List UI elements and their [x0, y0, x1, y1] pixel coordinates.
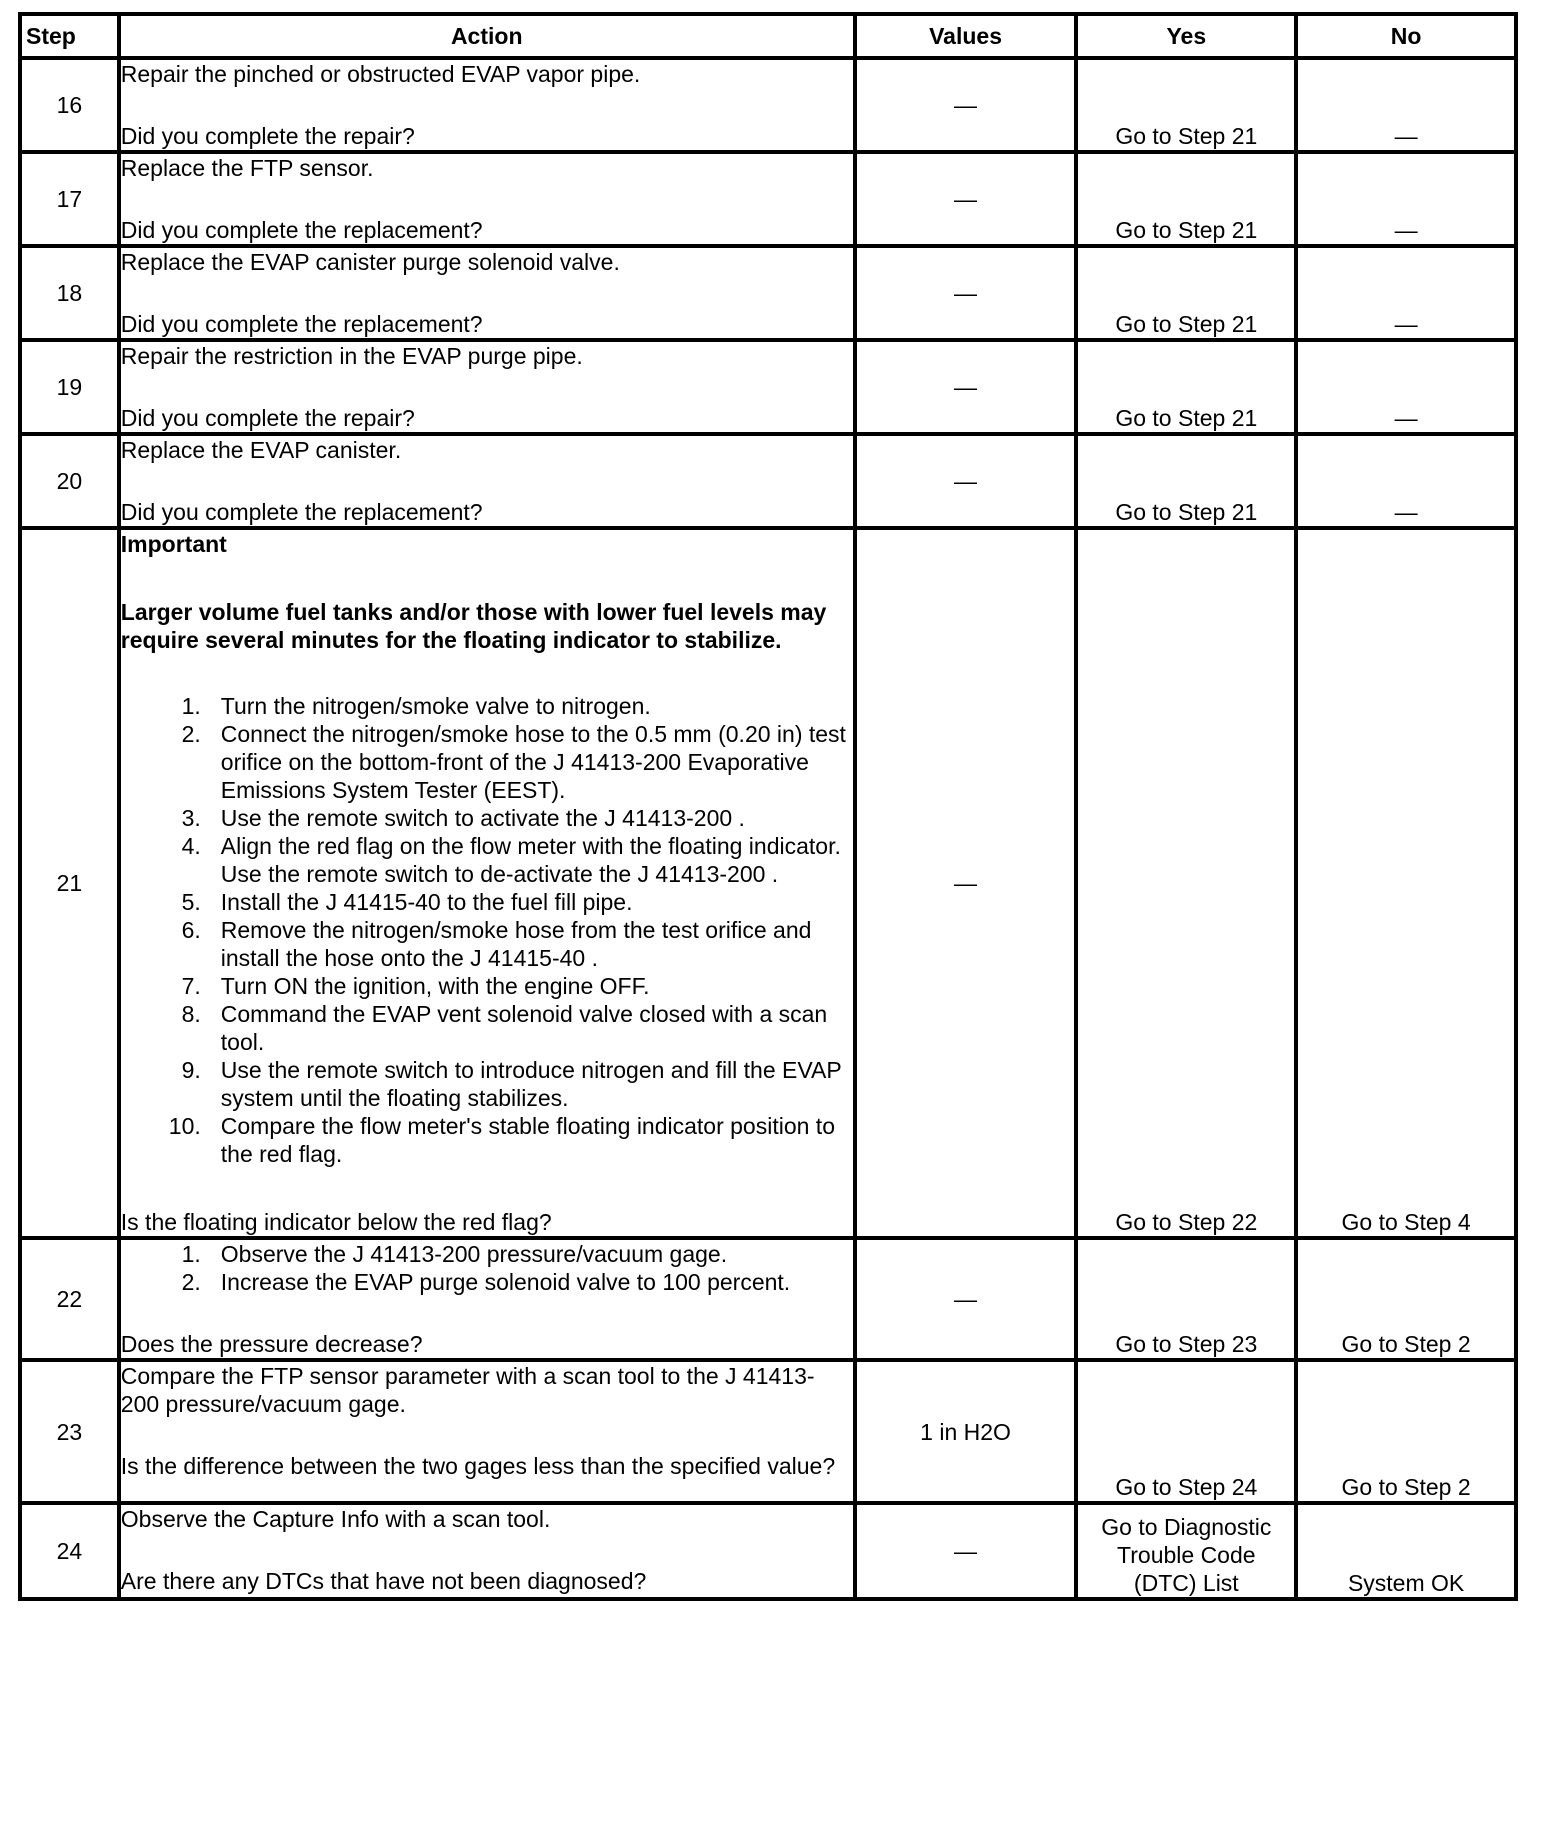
no-cell: Go to Step 2 — [1296, 1360, 1516, 1503]
table-row — [20, 152, 1516, 246]
action-text: Repair the restriction in the EVAP purge pipe. — [120, 343, 583, 369]
list-number: 5. — [181, 889, 201, 915]
action-cell — [119, 246, 855, 340]
action-cell — [119, 152, 855, 246]
values-cell: — — [855, 1503, 1077, 1599]
yes-cell: Go to Step 21 — [1076, 434, 1296, 528]
list-number: 3. — [181, 805, 201, 831]
list-item — [121, 804, 853, 832]
list-item — [121, 1112, 853, 1168]
list-number: 8. — [181, 1001, 201, 1027]
step-number: 22 — [20, 1238, 119, 1360]
no-cell: — — [1296, 246, 1516, 340]
action-text: Replace the EVAP canister purge solenoid valve. — [120, 249, 620, 275]
table-row — [20, 1238, 1516, 1360]
action-cell — [119, 340, 855, 434]
action-text: Replace the FTP sensor. — [120, 155, 374, 181]
yes-cell: Go to Diagnostic Trouble Code (DTC) List — [1076, 1503, 1296, 1599]
table-row — [20, 1360, 1516, 1503]
action-cell — [119, 1503, 855, 1599]
list-item — [121, 1056, 853, 1112]
list-text: Observe the J 41413-200 pressure/vacuum gage. — [220, 1241, 728, 1267]
yes-cell: Go to Step 21 — [1076, 340, 1296, 434]
action-cell — [119, 434, 855, 528]
list-item — [121, 1000, 853, 1056]
list-number: 2. — [181, 1269, 201, 1295]
list-number: 2. — [181, 721, 201, 747]
list-text: Remove the nitrogen/smoke hose from the test orifice and install the hose onto the J 41415-40 . — [220, 917, 812, 971]
list-text: Compare the flow meter's stable floating indicator position to the red flag. — [220, 1113, 835, 1167]
values-cell: — — [855, 58, 1077, 152]
no-cell: System OK — [1296, 1503, 1516, 1599]
yes-cell: Go to Step 21 — [1076, 58, 1296, 152]
list-item — [121, 1268, 853, 1296]
action-text: Observe the Capture Info with a scan tool. — [120, 1506, 551, 1532]
action-question: Is the difference between the two gages less than the specified value? — [120, 1453, 836, 1479]
values-cell: 1 in H2O — [855, 1360, 1077, 1503]
step-number: 16 — [20, 58, 119, 152]
values-cell: — — [855, 246, 1077, 340]
step-number: 23 — [20, 1360, 119, 1503]
action-question: Did you complete the repair? — [120, 123, 415, 149]
action-question: Did you complete the repair? — [120, 405, 415, 431]
table-row — [20, 1503, 1516, 1599]
table-row — [20, 434, 1516, 528]
list-text: Use the remote switch to introduce nitrogen and fill the EVAP system until the floating stabilizes. — [220, 1057, 842, 1111]
list-item — [121, 720, 853, 804]
header-step: Step — [20, 14, 119, 58]
step-number: 18 — [20, 246, 119, 340]
list-number: 1. — [181, 693, 201, 719]
list-item — [121, 888, 853, 916]
yes-cell: Go to Step 21 — [1076, 152, 1296, 246]
procedure-list — [121, 1240, 853, 1296]
no-cell: — — [1296, 152, 1516, 246]
header-yes: Yes — [1076, 14, 1296, 58]
header-values: Values — [855, 14, 1077, 58]
list-number: 6. — [181, 917, 201, 943]
action-question: Are there any DTCs that have not been diagnosed? — [120, 1568, 647, 1594]
list-text: Use the remote switch to activate the J 41413-200 . — [220, 805, 745, 831]
no-cell: Go to Step 4 — [1296, 528, 1516, 1238]
list-number: 4. — [181, 833, 201, 859]
action-cell — [119, 58, 855, 152]
values-cell: — — [855, 1238, 1077, 1360]
step-number: 24 — [20, 1503, 119, 1599]
action-question: Does the pressure decrease? — [120, 1331, 423, 1357]
list-text: Turn the nitrogen/smoke valve to nitrogen. — [220, 693, 651, 719]
action-question: Is the floating indicator below the red flag? — [120, 1209, 552, 1235]
procedure-list — [121, 692, 853, 1168]
header-no: No — [1296, 14, 1516, 58]
list-item — [121, 972, 853, 1000]
header-action: Action — [119, 14, 855, 58]
values-cell: — — [855, 434, 1077, 528]
step-number: 17 — [20, 152, 119, 246]
list-text: Turn ON the ignition, with the engine OFF. — [220, 973, 650, 999]
list-item — [121, 692, 853, 720]
action-cell — [119, 1238, 855, 1360]
action-question: Did you complete the replacement? — [120, 311, 483, 337]
yes-cell: Go to Step 21 — [1076, 246, 1296, 340]
action-question: Did you complete the replacement? — [120, 217, 483, 243]
header-row — [20, 14, 1516, 58]
list-item — [121, 916, 853, 972]
action-cell — [119, 1360, 855, 1503]
table-row — [20, 58, 1516, 152]
step-number: 21 — [20, 528, 119, 1238]
step-number: 20 — [20, 434, 119, 528]
list-text: Increase the EVAP purge solenoid valve to 100 percent. — [220, 1269, 791, 1295]
list-number: 1. — [181, 1241, 201, 1267]
yes-cell: Go to Step 23 — [1076, 1238, 1296, 1360]
list-item — [121, 832, 853, 888]
values-cell: — — [855, 528, 1077, 1238]
no-cell: — — [1296, 58, 1516, 152]
list-number: 10. — [168, 1113, 201, 1139]
action-text: Compare the FTP sensor parameter with a scan tool to the J 41413-200 pressure/vacuum gage. — [120, 1363, 815, 1417]
action-question: Did you complete the replacement? — [120, 499, 483, 525]
list-item — [121, 1240, 853, 1268]
action-text: Replace the EVAP canister. — [120, 437, 402, 463]
no-cell: — — [1296, 340, 1516, 434]
step-number: 19 — [20, 340, 119, 434]
yes-cell: Go to Step 24 — [1076, 1360, 1296, 1503]
important-title: Important — [120, 531, 227, 557]
no-cell: Go to Step 2 — [1296, 1238, 1516, 1360]
values-cell: — — [855, 340, 1077, 434]
list-text: Align the red flag on the flow meter with the floating indicator. Use the remote switch to de-activate the J 41413-200 . — [220, 833, 841, 887]
yes-cell: Go to Step 22 — [1076, 528, 1296, 1238]
no-cell: — — [1296, 434, 1516, 528]
list-number: 9. — [181, 1057, 201, 1083]
list-number: 7. — [181, 973, 201, 999]
important-text: Larger volume fuel tanks and/or those with lower fuel levels may require several minutes for the floating indicator to stabilize. — [120, 599, 827, 653]
action-cell — [119, 528, 855, 1238]
table-row — [20, 246, 1516, 340]
diagnostic-table — [18, 12, 1518, 1601]
values-cell: — — [855, 152, 1077, 246]
action-text: Repair the pinched or obstructed EVAP vapor pipe. — [120, 61, 641, 87]
table-row — [20, 340, 1516, 434]
table-row — [20, 528, 1516, 1238]
list-text: Command the EVAP vent solenoid valve closed with a scan tool. — [220, 1001, 828, 1055]
list-text: Install the J 41415-40 to the fuel fill pipe. — [220, 889, 633, 915]
list-text: Connect the nitrogen/smoke hose to the 0.5 mm (0.20 in) test orifice on the bottom-front of the J 41413-200 Evaporative Emissions System Tester (EEST). — [220, 721, 846, 803]
